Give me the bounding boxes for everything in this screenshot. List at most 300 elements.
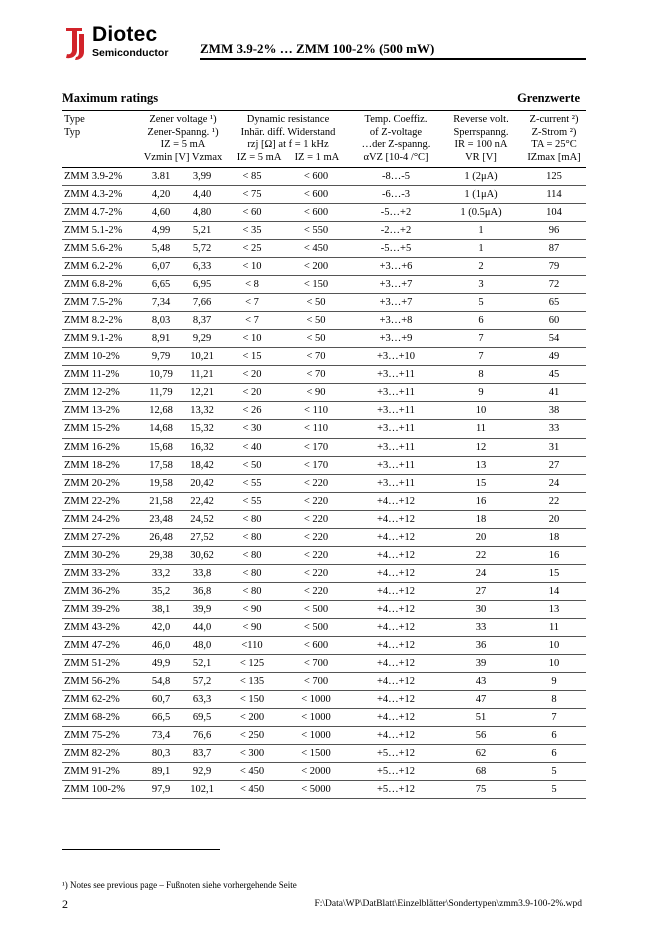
- cell-rzj-1ma: < 700: [303, 658, 329, 670]
- table-row: [62, 384, 586, 402]
- cell-z-current: 10: [548, 640, 560, 652]
- cell-type: ZMM 10-2%: [64, 351, 120, 363]
- cell-z-current: 14: [548, 585, 560, 597]
- cell-rzj-1ma: < 600: [303, 170, 329, 182]
- cell-vzmin: 89,1: [151, 766, 171, 778]
- cell-rzj-1ma: < 700: [303, 676, 329, 688]
- cell-vzmin: 73,4: [151, 730, 171, 742]
- table-row: [62, 294, 586, 312]
- cell-reverse-voltage: 22: [475, 549, 487, 561]
- cell-rzj-5ma: < 15: [242, 351, 262, 363]
- document-title: ZMM 3.9-2% … ZMM 100-2% (500 mW): [200, 41, 435, 56]
- cell-reverse-voltage: 7: [478, 333, 484, 345]
- cell-reverse-voltage: 6: [478, 315, 484, 327]
- cell-rzj-5ma: < 80: [242, 549, 262, 561]
- cell-type: ZMM 39-2%: [64, 603, 120, 615]
- cell-vzmin: 8,03: [151, 315, 171, 327]
- cell-type: ZMM 91-2%: [64, 766, 120, 778]
- cell-vzmax: 6,33: [192, 261, 212, 273]
- cell-temp-coeff: +3…+11: [377, 405, 415, 417]
- cell-temp-coeff: -5…+2: [380, 206, 412, 218]
- cell-vzmax: 24,52: [190, 513, 214, 525]
- cell-temp-coeff: +4…+12: [376, 640, 416, 652]
- table-row: [62, 709, 586, 727]
- cell-rzj-1ma: < 200: [303, 261, 329, 273]
- cell-z-current: 125: [546, 170, 562, 182]
- cell-temp-coeff: +4…+12: [376, 622, 416, 633]
- cell-rzj-1ma: < 70: [306, 369, 326, 381]
- cell-reverse-voltage: 8: [478, 369, 484, 381]
- cell-temp-coeff: +4…+12: [376, 603, 416, 615]
- cell-vzmax: 52,1: [192, 658, 212, 670]
- cell-rzj-5ma: < 250: [239, 730, 265, 742]
- header-rule: [200, 58, 586, 60]
- cell-z-current: 104: [546, 206, 562, 218]
- cell-temp-coeff: -2…+2: [380, 224, 412, 236]
- ratings-table-body: [62, 167, 586, 799]
- cell-z-current: 114: [546, 188, 562, 200]
- cell-vzmin: 7,34: [151, 297, 171, 309]
- table-row: [62, 655, 586, 673]
- table-row: [62, 727, 586, 745]
- cell-vzmax: 10,21: [190, 351, 214, 363]
- cell-reverse-voltage: 12: [475, 441, 487, 453]
- cell-temp-coeff: +3…+7: [379, 279, 413, 291]
- cell-rzj-1ma: < 50: [306, 297, 326, 309]
- cell-vzmax: 6,95: [192, 279, 212, 291]
- cell-rzj-1ma: < 70: [306, 351, 326, 363]
- cell-rzj-5ma: < 26: [242, 405, 262, 417]
- cell-type: ZMM 43-2%: [64, 622, 120, 633]
- cell-vzmax: 8,37: [192, 315, 212, 327]
- cell-reverse-voltage: 15: [475, 477, 487, 489]
- cell-rzj-5ma: < 80: [242, 531, 262, 543]
- cell-rzj-1ma: < 220: [303, 513, 329, 525]
- cell-vzmax: 83,7: [192, 748, 212, 760]
- cell-z-current: 79: [548, 261, 560, 273]
- cell-reverse-voltage: 13: [475, 459, 487, 471]
- cell-reverse-voltage: 10: [475, 405, 487, 417]
- cell-type: ZMM 27-2%: [64, 531, 120, 543]
- cell-type: ZMM 15-2%: [64, 423, 120, 435]
- table-row: [62, 348, 586, 366]
- cell-type: ZMM 18-2%: [64, 459, 120, 471]
- cell-vzmin: 97,9: [151, 784, 171, 796]
- cell-rzj-5ma: < 90: [242, 603, 262, 615]
- cell-vzmax: 4,80: [192, 206, 212, 218]
- cell-z-current: 54: [548, 333, 560, 345]
- cell-rzj-5ma: < 135: [239, 676, 265, 688]
- cell-z-current: 16: [548, 549, 560, 561]
- cell-z-current: 96: [548, 224, 560, 236]
- cell-rzj-5ma: < 35: [242, 224, 262, 236]
- cell-rzj-5ma: < 50: [242, 459, 262, 471]
- cell-rzj-1ma: < 600: [303, 206, 329, 218]
- cell-type: ZMM 56-2%: [64, 676, 120, 688]
- cell-vzmax: 76,6: [192, 730, 212, 742]
- cell-type: ZMM 5.6-2%: [64, 243, 123, 255]
- cell-temp-coeff: +4…+12: [376, 549, 416, 561]
- cell-rzj-1ma: < 500: [303, 603, 329, 615]
- cell-rzj-5ma: < 7: [245, 315, 259, 327]
- table-row: [62, 185, 586, 203]
- cell-vzmax: 69,5: [192, 712, 212, 724]
- cell-type: ZMM 33-2%: [64, 567, 120, 579]
- cell-z-current: 22: [548, 495, 560, 507]
- cell-type: ZMM 22-2%: [64, 495, 120, 507]
- cell-rzj-5ma: < 20: [242, 369, 262, 381]
- cell-vzmax: 63,3: [192, 694, 212, 706]
- cell-rzj-1ma: < 220: [303, 567, 329, 579]
- cell-rzj-5ma: < 25: [242, 243, 262, 255]
- cell-temp-coeff: +4…+12: [376, 658, 416, 670]
- cell-z-current: 49: [548, 351, 560, 363]
- cell-temp-coeff: +4…+12: [376, 712, 416, 724]
- cell-temp-coeff: -5…+5: [380, 243, 412, 255]
- cell-temp-coeff: +3…+6: [379, 261, 413, 273]
- cell-temp-coeff: +4…+12: [376, 730, 416, 742]
- cell-rzj-1ma: < 1000: [301, 730, 331, 742]
- cell-reverse-voltage: 3: [478, 279, 484, 291]
- cell-type: ZMM 68-2%: [64, 712, 120, 724]
- cell-rzj-1ma: < 500: [303, 622, 329, 633]
- table-row: [62, 691, 586, 709]
- cell-vzmax: 7,66: [192, 297, 212, 309]
- cell-rzj-1ma: < 1000: [301, 694, 331, 706]
- cell-reverse-voltage: 39: [475, 658, 487, 670]
- table-row: [62, 420, 586, 438]
- section-title-en: Maximum ratings: [62, 91, 159, 105]
- cell-rzj-1ma: < 450: [303, 243, 329, 255]
- footnote-rule: [62, 849, 220, 850]
- cell-z-current: 9: [551, 676, 557, 688]
- cell-reverse-voltage: 51: [475, 712, 487, 724]
- cell-reverse-voltage: 5: [478, 297, 484, 309]
- cell-vzmax: 27,52: [190, 531, 214, 543]
- cell-z-current: 10: [548, 658, 560, 670]
- cell-reverse-voltage: 30: [475, 603, 487, 615]
- table-row: [62, 582, 586, 600]
- cell-vzmin: 6,07: [151, 261, 171, 273]
- cell-vzmin: 49,9: [151, 658, 171, 670]
- brand-name: Diotec: [92, 23, 158, 46]
- cell-vzmax: 20,42: [190, 477, 214, 489]
- cell-vzmax: 102,1: [190, 784, 214, 796]
- header-z-current: Z-current ²) Z-Strom ²) TA = 25°C IZmax [mA]: [527, 114, 581, 164]
- cell-reverse-voltage: 68: [475, 766, 487, 778]
- cell-z-current: 8: [551, 694, 557, 706]
- header-temp-coefficient: Temp. Coeffiz. of Z-voltage …der Z-spanng. αVZ [10-4 /°C]: [361, 114, 431, 164]
- cell-z-current: 11: [548, 622, 560, 633]
- ratings-table: [62, 110, 586, 799]
- table-row: [62, 312, 586, 330]
- cell-rzj-5ma: < 20: [242, 387, 262, 399]
- cell-z-current: 87: [548, 243, 560, 255]
- cell-type: ZMM 3.9-2%: [64, 170, 123, 182]
- cell-vzmin: 66,5: [151, 712, 171, 724]
- cell-vzmax: 9,29: [192, 333, 212, 345]
- cell-vzmin: 17,58: [149, 459, 173, 471]
- table-row: [62, 492, 586, 510]
- cell-temp-coeff: +3…+7: [379, 297, 413, 309]
- cell-vzmin: 23,48: [149, 513, 173, 525]
- cell-vzmax: 5,72: [192, 243, 212, 255]
- cell-temp-coeff: +3…+10: [376, 351, 416, 363]
- cell-rzj-1ma: < 170: [303, 459, 329, 471]
- cell-temp-coeff: +3…+11: [377, 459, 415, 471]
- cell-z-current: 20: [548, 513, 560, 525]
- header-dynamic-resistance: Dynamic resistance Inhär. diff. Widerstand rzj [Ω] at f = 1 kHz IZ = 5 mA IZ = 1 mA: [236, 114, 340, 164]
- cell-rzj-5ma: < 75: [242, 188, 262, 200]
- cell-rzj-5ma: < 300: [239, 748, 265, 760]
- table-row: [62, 366, 586, 384]
- diotec-logo: [62, 24, 182, 64]
- cell-vzmax: 11,21: [190, 369, 214, 381]
- cell-vzmin: 10,79: [149, 369, 173, 381]
- cell-z-current: 41: [548, 387, 560, 399]
- cell-rzj-1ma: < 150: [303, 279, 329, 291]
- cell-temp-coeff: +4…+12: [376, 676, 416, 688]
- cell-rzj-5ma: < 200: [239, 712, 265, 724]
- cell-temp-coeff: +4…+12: [376, 694, 416, 706]
- cell-vzmax: 36,8: [192, 585, 212, 597]
- cell-type: ZMM 5.1-2%: [64, 224, 123, 236]
- cell-vzmin: 3.81: [151, 170, 171, 182]
- cell-rzj-5ma: < 85: [242, 170, 262, 182]
- cell-temp-coeff: +3…+11: [377, 387, 415, 399]
- page-header: [62, 24, 586, 64]
- cell-type: ZMM 100-2%: [64, 784, 125, 796]
- cell-z-current: 6: [551, 748, 557, 760]
- cell-type: ZMM 16-2%: [64, 441, 120, 453]
- cell-rzj-5ma: < 40: [242, 441, 262, 453]
- table-row: [62, 276, 586, 294]
- cell-vzmin: 4,99: [151, 224, 171, 236]
- table-row: [62, 564, 586, 582]
- cell-temp-coeff: +4…+12: [376, 495, 416, 507]
- cell-type: ZMM 6.8-2%: [64, 279, 123, 291]
- cell-rzj-1ma: < 50: [306, 333, 326, 345]
- cell-reverse-voltage: 2: [478, 261, 484, 273]
- cell-z-current: 6: [551, 730, 557, 742]
- table-row: [62, 240, 586, 258]
- cell-z-current: 15: [548, 567, 560, 579]
- cell-reverse-voltage: 27: [475, 585, 487, 597]
- cell-rzj-5ma: < 55: [242, 495, 262, 507]
- cell-rzj-5ma: < 30: [242, 423, 262, 435]
- cell-type: ZMM 51-2%: [64, 658, 120, 670]
- cell-type: ZMM 30-2%: [64, 549, 120, 561]
- cell-rzj-5ma: <110: [241, 640, 263, 652]
- table-row: [62, 673, 586, 691]
- cell-temp-coeff: -6…-3: [382, 188, 410, 200]
- cell-rzj-5ma: < 10: [242, 261, 262, 273]
- cell-temp-coeff: +4…+12: [376, 531, 416, 543]
- cell-rzj-1ma: < 600: [303, 640, 329, 652]
- cell-vzmax: 22,42: [190, 495, 214, 507]
- cell-rzj-5ma: < 7: [245, 297, 259, 309]
- cell-vzmax: 4,40: [192, 188, 212, 200]
- header-zener-voltage: Zener voltage ¹) Zener-Spanng. ¹) IZ = 5 mA Vzmin [V] Vzmax: [143, 114, 223, 164]
- table-row: [62, 745, 586, 763]
- cell-vzmax: 12,21: [190, 387, 214, 399]
- cell-vzmin: 5,48: [151, 243, 171, 255]
- cell-temp-coeff: +3…+8: [379, 315, 413, 327]
- cell-type: ZMM 62-2%: [64, 694, 120, 706]
- table-row: [62, 763, 586, 781]
- cell-reverse-voltage: 33: [475, 622, 487, 633]
- cell-rzj-1ma: < 220: [303, 477, 329, 489]
- cell-vzmax: 15,32: [190, 423, 214, 435]
- cell-z-current: 27: [548, 459, 560, 471]
- cell-vzmin: 29,38: [149, 549, 173, 561]
- cell-vzmin: 19,58: [149, 477, 173, 489]
- cell-reverse-voltage: 1 (1μA): [464, 188, 498, 200]
- cell-vzmax: 18,42: [190, 459, 214, 471]
- cell-rzj-1ma: < 220: [303, 549, 329, 561]
- cell-vzmin: 46,0: [151, 640, 171, 652]
- cell-type: ZMM 7.5-2%: [64, 297, 123, 309]
- cell-z-current: 18: [548, 531, 560, 543]
- cell-z-current: 31: [548, 441, 560, 453]
- cell-rzj-1ma: < 550: [303, 224, 329, 236]
- cell-temp-coeff: +3…+11: [377, 423, 415, 435]
- cell-vzmax: 57,2: [192, 676, 212, 688]
- cell-vzmin: 35,2: [151, 585, 171, 597]
- cell-vzmin: 54,8: [151, 676, 171, 688]
- cell-z-current: 45: [548, 369, 560, 381]
- cell-type: ZMM 9.1-2%: [64, 333, 123, 345]
- cell-type: ZMM 8.2-2%: [64, 315, 123, 327]
- cell-vzmin: 8,91: [151, 333, 171, 345]
- cell-temp-coeff: +3…+11: [377, 477, 415, 489]
- cell-temp-coeff: +5…+12: [376, 766, 416, 778]
- cell-reverse-voltage: 1: [478, 243, 484, 255]
- cell-z-current: 33: [548, 423, 560, 435]
- cell-vzmin: 21,58: [149, 495, 173, 507]
- table-row: [62, 330, 586, 348]
- cell-vzmax: 48,0: [192, 640, 212, 652]
- cell-vzmin: 6,65: [151, 279, 171, 291]
- header-reverse-voltage: Reverse volt. Sperrspanng. IR = 100 nA VR [V]: [453, 114, 509, 164]
- cell-rzj-5ma: < 90: [242, 622, 262, 633]
- cell-temp-coeff: +3…+9: [379, 333, 413, 345]
- table-row: [62, 637, 586, 655]
- cell-rzj-5ma: < 8: [245, 279, 259, 291]
- table-header-row: [62, 111, 586, 168]
- file-path: F:\Data\WP\DatBlatt\Einzelblätter\Sondertypen\zmm3.9-100-2%.wpd: [314, 899, 582, 909]
- cell-vzmax: 39,9: [192, 603, 212, 615]
- cell-rzj-1ma: < 90: [306, 387, 326, 399]
- diotec-logo-icon: [62, 26, 88, 60]
- table-row: [62, 438, 586, 456]
- table-row: [62, 258, 586, 276]
- cell-type: ZMM 13-2%: [64, 405, 120, 417]
- cell-reverse-voltage: 1 (2μA): [464, 170, 498, 182]
- cell-vzmax: 30,62: [190, 549, 214, 561]
- cell-rzj-5ma: < 55: [242, 477, 262, 489]
- section-heading: [62, 91, 580, 106]
- cell-rzj-1ma: < 5000: [301, 784, 331, 796]
- cell-rzj-5ma: < 450: [239, 766, 265, 778]
- cell-type: ZMM 11-2%: [64, 369, 120, 381]
- cell-rzj-1ma: < 220: [303, 585, 329, 597]
- cell-rzj-1ma: < 50: [306, 315, 326, 327]
- cell-vzmin: 11,79: [149, 387, 173, 399]
- footnote: ¹) Notes see previous page – Fußnoten siehe vorhergehende Seite: [62, 880, 297, 890]
- page-number: 2: [62, 897, 68, 911]
- table-row: [62, 167, 586, 185]
- cell-temp-coeff: +4…+12: [376, 513, 416, 525]
- cell-reverse-voltage: 47: [475, 694, 487, 706]
- table-row: [62, 781, 586, 799]
- cell-z-current: 7: [551, 712, 557, 724]
- table-row: [62, 618, 586, 636]
- cell-rzj-1ma: < 1000: [301, 712, 331, 724]
- table-row: [62, 474, 586, 492]
- cell-vzmin: 4,60: [151, 206, 171, 218]
- cell-z-current: 72: [548, 279, 560, 291]
- cell-reverse-voltage: 62: [475, 748, 487, 760]
- cell-vzmax: 92,9: [192, 766, 212, 778]
- cell-type: ZMM 36-2%: [64, 585, 120, 597]
- cell-rzj-1ma: < 220: [303, 495, 329, 507]
- cell-vzmin: 42,0: [151, 622, 171, 633]
- cell-reverse-voltage: 1 (0.5μA): [460, 206, 502, 218]
- cell-rzj-1ma: < 1500: [301, 748, 331, 760]
- cell-rzj-5ma: < 80: [242, 567, 262, 579]
- cell-vzmax: 13,32: [190, 405, 214, 417]
- cell-rzj-5ma: < 150: [239, 694, 265, 706]
- cell-reverse-voltage: 20: [475, 531, 487, 543]
- cell-reverse-voltage: 36: [475, 640, 487, 652]
- cell-vzmin: 38,1: [151, 603, 171, 615]
- cell-z-current: 24: [548, 477, 560, 489]
- cell-temp-coeff: +5…+12: [376, 748, 416, 760]
- cell-vzmax: 3,99: [192, 170, 212, 182]
- table-row: [62, 528, 586, 546]
- cell-temp-coeff: +4…+12: [376, 567, 416, 579]
- table-row: [62, 546, 586, 564]
- cell-rzj-1ma: < 170: [303, 441, 329, 453]
- table-row: [62, 402, 586, 420]
- cell-type: ZMM 24-2%: [64, 513, 120, 525]
- cell-rzj-5ma: < 80: [242, 585, 262, 597]
- cell-temp-coeff: +5…+12: [376, 784, 416, 796]
- cell-rzj-5ma: < 450: [239, 784, 265, 796]
- cell-type: ZMM 4.7-2%: [64, 206, 123, 218]
- cell-z-current: 5: [551, 784, 557, 796]
- cell-type: ZMM 82-2%: [64, 748, 120, 760]
- cell-reverse-voltage: 9: [478, 387, 484, 399]
- cell-reverse-voltage: 75: [475, 784, 487, 796]
- cell-rzj-1ma: < 2000: [301, 766, 331, 778]
- cell-rzj-1ma: < 110: [304, 405, 328, 417]
- cell-z-current: 38: [548, 405, 560, 417]
- cell-temp-coeff: +4…+12: [376, 585, 416, 597]
- cell-rzj-5ma: < 80: [242, 513, 262, 525]
- table-row: [62, 510, 586, 528]
- cell-vzmin: 80,3: [151, 748, 171, 760]
- cell-reverse-voltage: 43: [475, 676, 487, 688]
- table-row: [62, 600, 586, 618]
- cell-z-current: 5: [551, 766, 557, 778]
- cell-vzmin: 26,48: [149, 531, 173, 543]
- cell-temp-coeff: +3…+11: [377, 441, 415, 453]
- table-row: [62, 221, 586, 239]
- cell-type: ZMM 20-2%: [64, 477, 120, 489]
- cell-temp-coeff: +3…+11: [377, 369, 415, 381]
